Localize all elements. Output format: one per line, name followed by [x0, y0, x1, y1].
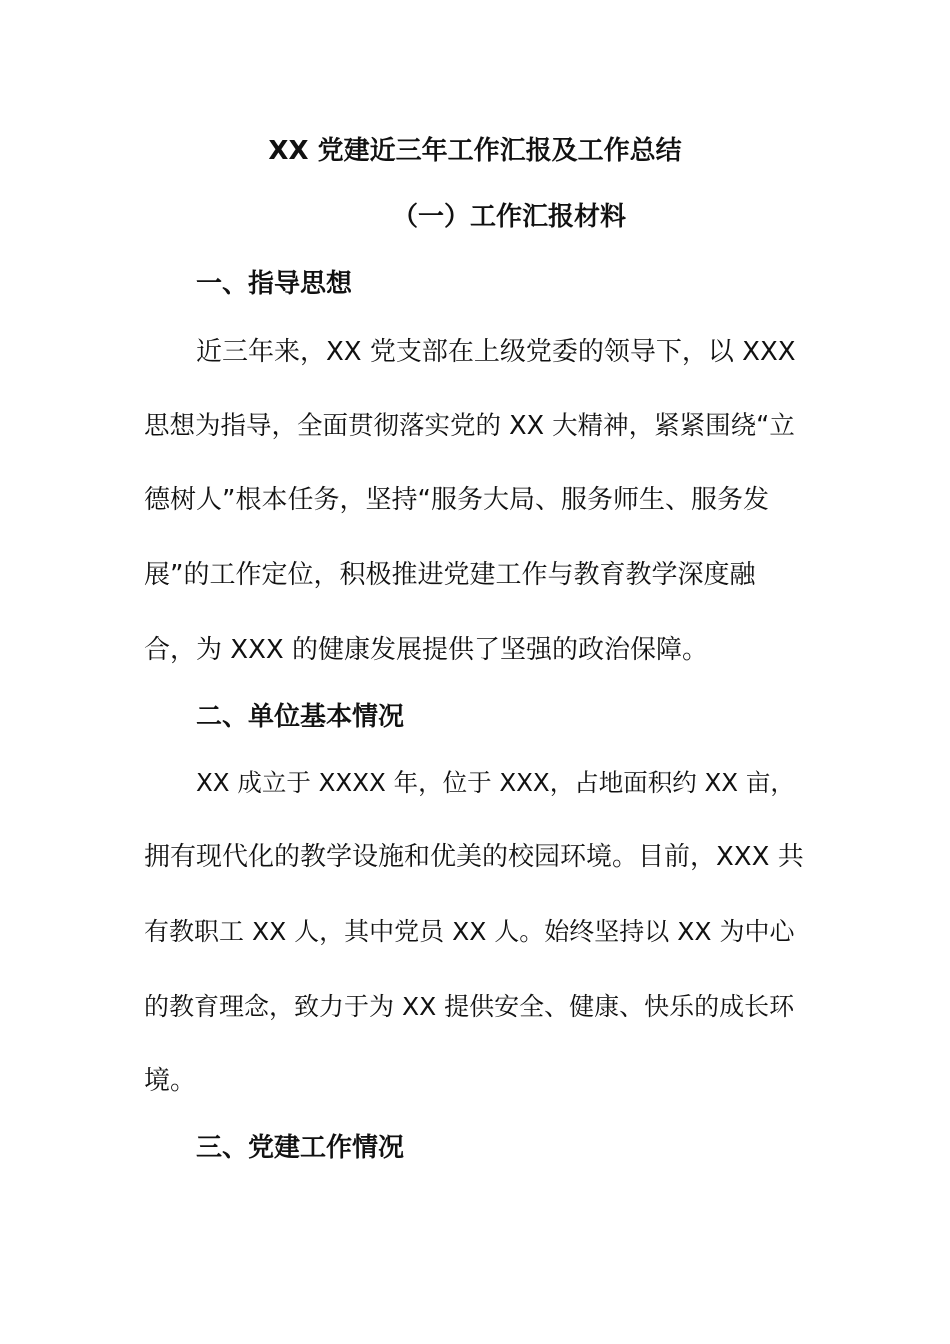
paragraph-line: 近三年来，XX 党支部在上级党委的领导下，以 XXX: [196, 337, 796, 367]
paragraph-line: 德树人”根本任务，坚持“服务大局、服务师生、服务发: [144, 485, 769, 515]
paragraph-line: 境。: [144, 1066, 197, 1096]
document-title: XX 党建近三年工作汇报及工作总结: [268, 136, 682, 166]
paragraph-line: 有教职工 XX 人，其中党员 XX 人。始终坚持以 XX 为中心: [144, 917, 795, 946]
section-heading-3: 三、党建工作情况: [196, 1133, 405, 1163]
paragraph-line: XX 成立于 XXXX 年，位于 XXX，占地面积约 XX 亩，: [196, 768, 795, 797]
section-heading-1: 一、指导思想: [196, 269, 353, 299]
section-heading-2: 二、单位基本情况: [196, 702, 405, 732]
paragraph-line: 合，为 XXX 的健康发展提供了坚强的政治保障。: [144, 635, 708, 665]
paragraph-line: 的教育理念，致力于为 XX 提供安全、健康、快乐的成长环: [144, 992, 795, 1021]
document-subtitle: （一）工作汇报材料: [391, 202, 626, 232]
paragraph-line: 思想为指导，全面贯彻落实党的 XX 大精神，紧紧围绕“立: [144, 411, 795, 441]
paragraph-line: 展”的工作定位，积极推进党建工作与教育教学深度融: [144, 560, 756, 590]
paragraph-line: 拥有现代化的教学设施和优美的校园环境。目前，XXX 共: [144, 842, 804, 872]
